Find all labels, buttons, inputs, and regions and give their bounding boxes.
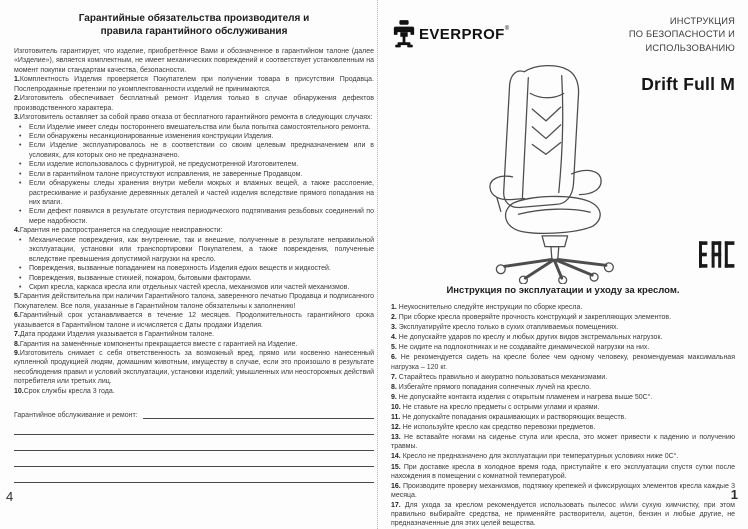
warranty-paragraph: 10.Срок службы кресла 3 года.: [14, 387, 115, 395]
warranty-title: [14, 12, 374, 38]
registered-mark-icon: ®: [504, 26, 510, 32]
service-label-row: [14, 410, 374, 419]
instruction-item: 9. Не допускайте контакта изделия с открытым пламенем и нагрева выше 50С°.: [391, 393, 653, 401]
blank-writing-line: [14, 419, 374, 435]
bullet-icon: •: [19, 132, 22, 140]
paragraph-number: 9.: [14, 350, 20, 357]
instruction-item: 14. Кресло не предназначено для эксплуатации при температурных условиях ниже 0С°.: [391, 453, 679, 461]
bullet-icon: •: [19, 180, 22, 188]
instruction-number: 17.: [391, 501, 405, 509]
warranty-bullet-item: • Если дефект появился в результате отсутствия периодического подтягивания резьбовых соединений по мере надобности.: [19, 208, 374, 225]
blank-writing-line: [14, 435, 374, 451]
paragraph-number: 8.: [14, 340, 20, 348]
warranty-paragraph: 3.Изготовитель оставляет за собой право отказа от бесплатного гарантийного ремонта в следующих случаях:: [14, 114, 373, 122]
instruction-number: 3.: [391, 324, 399, 332]
warranty-bullet-item: • Если Изделие имеет следы постороннего вмешательства или была попытка самостоятельного ремонта.: [19, 123, 371, 131]
bullet-icon: •: [19, 265, 22, 273]
bullet-icon: •: [19, 161, 22, 169]
warranty-bullet-item: • Скрип кресла, каркаса кресла или отдельных частей кресла, механизмов или частей механизмов.: [19, 283, 350, 291]
bullet-icon: •: [19, 170, 22, 178]
instruction-number: 7.: [391, 373, 399, 381]
paragraph-number: 7.: [14, 331, 20, 339]
instruction-number: 16.: [391, 482, 403, 490]
chair-illustration: [466, 58, 626, 289]
service-section: [14, 410, 374, 483]
bullet-icon: •: [19, 283, 22, 291]
warranty-paragraph: 4.Гарантия не распространяется на следующие неисправности:: [14, 227, 223, 235]
warranty-paragraph: 1.Комплектность Изделия проверяется Покупателем при получении товара в присутствии Продавца. Послепродажные претензии по укомплектованности изделий не принимаются.: [14, 76, 374, 93]
instruction-number: 5.: [391, 344, 399, 352]
instruction-item: 2. При сборке кресла проверяйте прочность конструкций и закрепляющих элементов.: [391, 314, 672, 322]
warranty-paragraph: 2.Изготовитель обеспечивает бесплатный ремонт Изделия только в случае обнаружения дефектов производственного характера.: [14, 95, 374, 112]
instruction-number: 2.: [391, 314, 399, 322]
blank-writing-line: [14, 451, 374, 467]
warranty-bullet-item: • Если обнаружены следы хранения внутри мебели мокрых и влажных вещей, а также расслоение, растрескивание и разбухание деревянных деталей и частей изделия вследствие прямого попадания на них влаги.: [19, 180, 374, 206]
warranty-paragraph: 5.Гарантия действительна при наличии Гарантийного талона, заверенного печатью Продавца и подписанного Покупателем. Все поля, указанные в Гарантийном талоне обязательны к заполнению!: [14, 293, 374, 310]
eac-mark-icon: [699, 241, 735, 273]
warranty-bullet-item: • Если в гарантийном талоне присутствуют исправления, не заверенные Продавцом.: [19, 170, 303, 178]
doc-title: [629, 15, 735, 55]
instruction-number: 10.: [391, 403, 403, 411]
instruction-item: 16. Производите проверку механизмов, подтяжку крепежей и фиксирующих элементов кресла каждые 3 месяца.: [391, 482, 735, 499]
instruction-item: 6. Не рекомендуется сидеть на кресле более чем одному человеку, рекомендуемая максимальная нагрузка – 120 кг.: [391, 354, 735, 371]
warranty-bullet-item: • Повреждения, вызванные попаданием на поверхность Изделия едких веществ и жидкостей.: [19, 265, 331, 273]
warranty-bullet-item: • Механические повреждения, как внутренние, так и внешние, полученные в результате неправильной эксплуатации, установки или транспортировки Покупателем, а также повреждения, полученные вследствие превышения допустимой нагрузки на кресло.: [19, 236, 374, 263]
instruction-item: 11. Не допускайте попадания окрашивающих и растворяющих веществ.: [391, 414, 627, 422]
warranty-paragraph: 8.Гарантия на заменённые компоненты прекращается вместе с гарантией на Изделие.: [14, 340, 298, 348]
instruction-item: 8. Избегайте прямого попадания солнечных лучей на кресло.: [391, 383, 592, 391]
doc-title-line2: ПО БЕЗОПАСНОСТИ И: [628, 29, 735, 40]
instruction-number: 14.: [391, 453, 403, 461]
instruction-item: 7. Старайтесь правильно и аккуратно пользоваться механизмами.: [391, 373, 608, 381]
page-cut-divider: [377, 0, 378, 529]
warranty-paragraph: Изготовитель гарантирует, что изделие, приобретённое Вами и обозначенное в гарантийном талоне (далее «Изделие»), является комплектным, не имеет механических повреждений и соответствует установленным на момент покупки стандартам качества, безопасности.: [14, 48, 374, 74]
warranty-title-line2: правила гарантийного обслуживания: [100, 26, 288, 37]
instruction-number: 11.: [391, 414, 403, 422]
instruction-number: 1.: [391, 304, 399, 311]
bullet-icon: •: [19, 123, 22, 131]
instruction-number: 4.: [391, 334, 399, 342]
instructions-list: [391, 303, 735, 528]
warranty-bullet-item: • Если изделие использовалось с фурнитурой, не предусмотренной Изготовителем.: [19, 161, 299, 169]
paragraph-number: 3.: [14, 114, 20, 122]
warranty-paragraph: 7.Дата продажи Изделия указывается в Гарантийном талоне.: [14, 331, 215, 339]
brand-name: EVERPROF: [419, 25, 505, 43]
paragraph-number: 2.: [14, 95, 20, 103]
writing-line: [143, 410, 374, 419]
office-chair-icon: [392, 20, 416, 48]
instruction-item: 10. Не ставьте на кресло предметы с острыми углами и краями.: [391, 403, 600, 411]
model-name: Drift Full M: [641, 74, 735, 94]
warranty-text-blocks: [14, 47, 374, 396]
paragraph-number: 10.: [14, 387, 24, 395]
instruction-item: 4. Не допускайте ударов по креслу и любых других видов экстремальных нагрузок.: [391, 334, 663, 342]
instruction-item: 13. Не вставайте ногами на сиденье стула или кресла, это может привести к падению и получению травмы.: [391, 434, 735, 451]
instruction-item: 17. Для ухода за креслом рекомендуется использовать пылесос и/или сухую химчистку, при этом правильно выбирайте средства, не применяйте растворители, ацетон, бензин и любые другие, не предназначенные для этих целей вещества.: [391, 501, 735, 528]
bullet-icon: •: [19, 142, 22, 150]
blank-writing-line: [14, 467, 374, 483]
paragraph-number: 5.: [14, 293, 20, 301]
paragraph-number: 6.: [14, 312, 20, 320]
instruction-number: 9.: [391, 393, 399, 401]
brand-logo: [392, 20, 509, 48]
doc-title-line1: ИНСТРУКЦИЯ: [669, 16, 735, 26]
instruction-item: 5. Не сидите на подлокотниках и не создавайте динамической нагрузки на них.: [391, 344, 650, 352]
page-number-left: 4: [6, 489, 14, 504]
service-label: Гарантийное обслуживание и ремонт:: [14, 412, 138, 420]
instruction-number: 13.: [391, 434, 405, 442]
instruction-item: 12. Не используйте кресло как средство перевозки предметов.: [391, 424, 596, 432]
instruction-number: 6.: [391, 354, 401, 362]
bullet-icon: •: [19, 236, 22, 244]
usage-instructions-section: [391, 285, 735, 529]
warranty-paragraph: 6.Гарантийный срок устанавливается в течение 12 месяцев. Продолжительность гарантийного срока указывается в Гарантийном талоне и исчисляется с Даты продажи Изделия.: [14, 312, 374, 329]
instruction-item: 3. Эксплуатируйте кресло только в сухих отапливаемых помещениях.: [391, 324, 619, 332]
warranty-paragraph: 9.Изготовитель снимает с себя ответственность за возможный вред, прямо или косвенно нанесенный купленной продукцией людям, домашним животным, имуществу в случае, если это произошло в результате несоблюдения правил и условий эксплуатации, установки изделий; умышленных или неосторожных действий потребителя или третьих лиц.: [14, 350, 374, 386]
instructions-title: Инструкция по эксплуатации и уходу за креслом.: [446, 285, 680, 296]
instruction-number: 12.: [391, 424, 403, 432]
doc-title-line3: ИСПОЛЬЗОВАНИЮ: [645, 42, 735, 53]
service-blank-lines: [14, 419, 374, 483]
paragraph-number: 1.: [14, 76, 20, 84]
warranty-bullet-item: • Повреждения, вызванные стихией, пожаром, бытовыми факторами.: [19, 274, 252, 282]
warranty-bullet-item: • Если Изделие эксплуатировалось не в соответствии со своим целевым предназначением или в условиях, для которых оно не предназначено.: [19, 142, 374, 159]
instruction-number: 8.: [391, 383, 399, 391]
bullet-icon: •: [19, 274, 22, 282]
page-number-right: 1: [730, 487, 738, 502]
paragraph-number: 4.: [14, 227, 20, 235]
bullet-icon: •: [19, 208, 22, 216]
warranty-bullet-item: • Если обнаружены несанкционированные изменения конструкции Изделия.: [19, 132, 274, 140]
instruction-item: 15. При доставке кресла в холодное время года, приступайте к его эксплуатации спустя сутки после нахождения в помещении с комнатной температурой.: [391, 463, 735, 480]
instruction-number: 15.: [391, 463, 404, 471]
instruction-item: 1. Неукоснительно следуйте инструкции по сборке кресла.: [391, 304, 583, 311]
warranty-title-line1: Гарантийные обязательства производителя и: [78, 13, 310, 24]
warranty-page: [14, 12, 374, 483]
